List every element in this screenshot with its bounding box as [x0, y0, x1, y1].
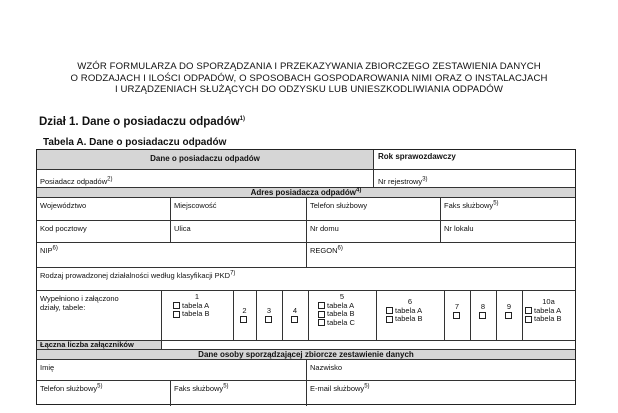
section-8-option [470, 303, 496, 320]
option-label: tabela A [395, 305, 423, 315]
col-divider [170, 197, 171, 242]
footnote: 6) [52, 245, 58, 252]
address-header [37, 188, 575, 197]
footnote: 3) [422, 176, 428, 183]
option[interactable] [256, 316, 282, 325]
form-title-line: I URZĄDZENIACH SŁUŻĄCYCH DO ODZYSKU LUB UNIESZKODLIWIANIA ODPADÓW [115, 84, 503, 95]
option[interactable] [233, 316, 256, 325]
nip-field[interactable] [40, 246, 58, 255]
section-6-options [376, 298, 444, 324]
register-number-label: Nr rejestrowy [378, 177, 423, 186]
section-9-option [496, 303, 522, 320]
col-divider [440, 197, 441, 242]
col-divider [306, 242, 307, 267]
section-number: 9 [506, 302, 512, 311]
checkbox[interactable] [453, 312, 460, 319]
option-label: tabela B [327, 309, 355, 318]
footnote: 4) [356, 187, 362, 194]
street-field[interactable]: Ulica [174, 224, 191, 233]
apartment-number-field[interactable]: Nr lokalu [444, 224, 474, 233]
checkbox[interactable] [173, 302, 180, 309]
option[interactable] [444, 312, 470, 321]
option[interactable] [161, 310, 233, 319]
section-number: 1 [194, 292, 200, 301]
checkbox[interactable] [173, 311, 180, 318]
owner-field-label: Posiadacz odpadów [40, 177, 108, 186]
table-title: Tabela A. Dane o posiadaczu odpadów [43, 137, 227, 148]
row-divider [37, 290, 575, 291]
nip-label: NIP [40, 246, 53, 255]
form-title-line: O RODZAJACH I ILOŚCI ODPADÓW, O SPOSOBACH GOSPODAROWANIA NIMI ORAZ O INSTALACJACH [70, 72, 548, 84]
section-label: Dział 1. [39, 116, 79, 128]
option[interactable] [522, 315, 575, 324]
option-label: tabela B [395, 314, 423, 323]
section-4-option [282, 307, 308, 324]
footnote: 5) [223, 383, 229, 390]
option-label: tabela A [534, 305, 562, 315]
row-divider [37, 169, 575, 170]
section-5-options [308, 293, 376, 327]
last-name-field[interactable]: Nazwisko [310, 363, 343, 372]
house-number-field[interactable]: Nr domu [310, 224, 339, 233]
attachments-label: Łączna liczba załączników [40, 340, 134, 349]
first-name-field[interactable]: Imię [40, 363, 55, 372]
footnote: 2) [107, 176, 113, 183]
section-10a-options [522, 298, 575, 324]
preparer-header: Dane osoby sporządzającej zbiorcze zestawienie danych [198, 350, 414, 359]
option-label: tabela B [182, 309, 210, 318]
row-divider [37, 267, 575, 268]
checkbox[interactable] [505, 312, 512, 319]
col-divider [306, 359, 307, 406]
form-title-line: WZÓR FORMULARZA DO SPORZĄDZANIA I PRZEKAZYWANIA ZBIORCZEGO ZESTAWIENIA DANYCH [77, 61, 541, 72]
fax-field[interactable] [444, 201, 499, 210]
checkbox[interactable] [318, 302, 325, 309]
regon-label: REGON [310, 246, 338, 255]
owner-header: Dane o posiadaczu odpadów [150, 154, 260, 163]
voivodeship-field[interactable]: Województwo [40, 201, 87, 210]
regon-field[interactable] [310, 246, 343, 255]
section-number: 10a [542, 297, 555, 306]
section-number: 7 [454, 302, 460, 311]
preparer-email-field[interactable] [310, 384, 370, 393]
section-number: 4 [292, 306, 298, 315]
pkd-label: Rodzaj prowadzonej działalności według klasyfikacji PKD [40, 271, 231, 280]
year-label: Rok sprawozdawczy [378, 152, 456, 161]
footnote: 6) [337, 245, 343, 252]
col-divider [170, 380, 171, 406]
checkbox[interactable] [240, 316, 247, 323]
checkbox[interactable] [386, 307, 393, 314]
col-divider [161, 340, 162, 349]
section-number: 5 [339, 292, 345, 301]
option-label: tabela A [182, 300, 210, 310]
checkbox[interactable] [525, 307, 532, 314]
form-title [0, 61, 618, 96]
checkbox[interactable] [386, 316, 393, 323]
option[interactable] [496, 312, 522, 321]
footnote: 5) [493, 200, 499, 207]
section-7-option [444, 303, 470, 320]
option[interactable] [282, 316, 308, 325]
checkbox[interactable] [291, 316, 298, 323]
checkbox[interactable] [525, 316, 532, 323]
option-label: tabela A [327, 300, 355, 310]
footnote: 5) [364, 383, 370, 390]
footnote: 5) [97, 383, 103, 390]
section-1-options [161, 293, 233, 319]
option[interactable] [470, 312, 496, 321]
section-heading [39, 116, 245, 128]
preparer-fax-label: Faks służbowy [174, 384, 224, 393]
option[interactable] [308, 319, 376, 328]
section-title: Dane o posiadaczu odpadów [81, 116, 240, 128]
col-divider [373, 150, 374, 187]
section-number: 3 [266, 306, 272, 315]
preparer-fax-field[interactable] [174, 384, 229, 393]
owner-field[interactable] [40, 177, 112, 186]
preparer-phone-field[interactable] [40, 384, 102, 393]
register-number-field[interactable] [378, 177, 428, 186]
filled-sections-label [40, 294, 119, 312]
checkbox[interactable] [318, 319, 325, 326]
address-header-label: Adres posiadacza odpadów [250, 188, 356, 197]
section-footnote: 1) [239, 116, 246, 123]
option-label: tabela C [327, 317, 355, 327]
section-number: 6 [407, 297, 413, 306]
postal-code-field[interactable]: Kod pocztowy [40, 224, 87, 233]
checkbox[interactable] [479, 312, 486, 319]
option[interactable] [376, 315, 444, 324]
checkbox[interactable] [318, 311, 325, 318]
section-number: 2 [242, 306, 247, 315]
fax-label: Faks służbowy [444, 201, 494, 210]
section-number: 8 [480, 302, 486, 311]
preparer-email-label: E-mail służbowy [310, 384, 365, 393]
city-field[interactable]: Miejscowość [174, 201, 217, 210]
phone-field[interactable]: Telefon służbowy [310, 201, 368, 210]
col-divider [306, 197, 307, 242]
option-label: tabela B [534, 314, 562, 323]
filled-line: Wypełniono i załączono [40, 294, 119, 303]
section-2-option [233, 307, 256, 324]
filled-line: działy, tabele: [40, 303, 86, 312]
preparer-phone-label: Telefon służbowy [40, 384, 98, 393]
checkbox[interactable] [265, 316, 272, 323]
pkd-field[interactable] [40, 271, 235, 280]
owner-data-table [36, 149, 576, 405]
section-3-option [256, 307, 282, 324]
footnote: 7) [230, 270, 236, 277]
